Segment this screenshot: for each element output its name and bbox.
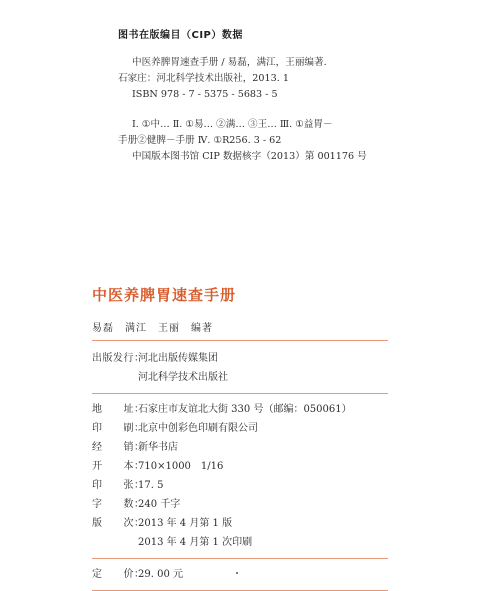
edition-row [92,514,392,533]
publisher-value: 河北出版传媒集团 [138,353,218,364]
divider-top [92,340,388,341]
price-row [92,565,392,584]
distributor-value: 新华书店 [138,442,178,453]
colophon-block [92,284,392,591]
cip-title-line: 中医养脾胃速查手册 / 易磊，满江，王丽编著. [132,57,327,68]
divider-1 [92,393,388,394]
cip-block [118,26,458,165]
format-label: 开 本： [92,461,145,472]
sheets-value: 17. 5 [138,480,164,491]
printer-value: 北京中创彩色印刷有限公司 [138,423,258,434]
publisher-row [92,349,392,368]
wordcount-row [92,495,392,514]
price-value: 29. 00 元 [138,569,183,580]
cip-classification [118,117,458,165]
book-authors: 易磊 满江 王丽 编著 [92,323,213,334]
price-label: 定 价： [92,569,145,580]
cip-class-line-2: 手册②健脾－手册 Ⅳ. ①R256. 3 - 62 [118,135,282,146]
publisher-label: 出版发行： [92,353,145,364]
cip-heading: 图书在版编目（CIP）数据 [118,30,243,41]
address-label: 地 址： [92,404,145,415]
book-title: 中医养脾胃速查手册 [92,286,237,304]
printer-row [92,419,392,438]
format-row [92,457,392,476]
wordcount-value: 240 千字 [138,499,181,510]
printing-value: 2013 年 4 月第 1 次印刷 [138,537,253,548]
format-value: 710×1000 1/16 [138,461,224,472]
cip-record [118,55,458,103]
cip-class-line-1: Ⅰ. ①中… Ⅱ. ①易… ②满… ③王… Ⅲ. ①益胃－ [132,119,333,130]
printer-label: 印 刷： [92,423,145,434]
address-value: 石家庄市友谊北大街 330 号（邮编：050061） [138,404,352,415]
publisher-value-2: 河北科学技术出版社 [138,372,228,383]
wordcount-label: 字 数： [92,499,145,510]
address-row [92,400,392,419]
edition-value: 2013 年 4 月第 1 版 [138,518,233,529]
divider-2 [92,558,388,559]
sheets-row [92,476,392,495]
edition-label: 版 次： [92,518,145,529]
colophon-rows-details [92,400,392,552]
distributor-label: 经 销： [92,442,145,453]
sheets-label: 印 张： [92,480,145,491]
colophon-rows-publisher [92,349,392,387]
colophon-rows-price [92,565,392,584]
cip-publisher-line: 石家庄：河北科学技术出版社，2013. 1 [118,73,289,84]
cip-isbn-line: ISBN 978 - 7 - 5375 - 5683 - 5 [132,89,278,100]
distributor-row [92,438,392,457]
page-speck [236,572,238,574]
cip-number-line: 中国版本图书馆 CIP 数据核字（2013）第 001176 号 [132,151,367,162]
